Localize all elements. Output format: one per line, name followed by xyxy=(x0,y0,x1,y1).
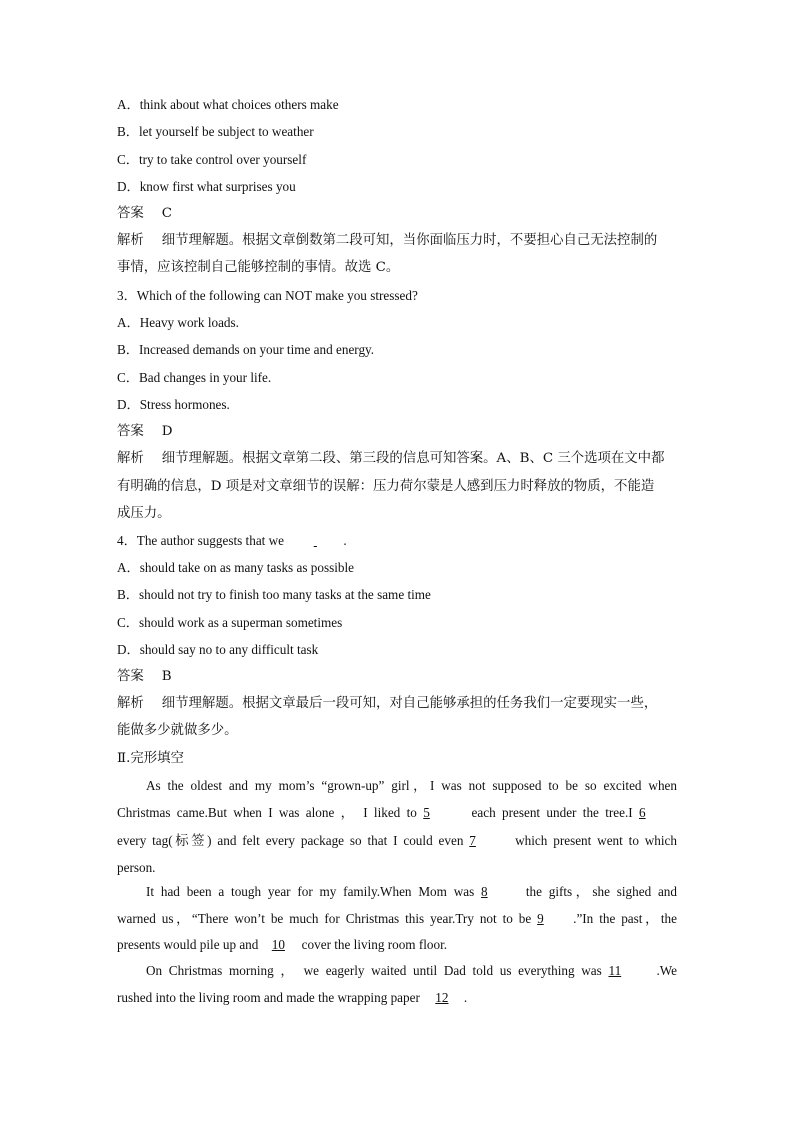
q2-analysis-line-1: 解析 细节理解题。根据文章倒数第二段可知，当你面临压力时，不要担心自己无法控制的 xyxy=(117,233,658,248)
q4-answer-line xyxy=(117,668,677,686)
q2-option-b: B．let yourself be subject to weather xyxy=(117,124,314,139)
answer-label: 答案 xyxy=(117,424,144,439)
cloze-p3-line-2: rushed into the living room and made the wrapping paper 12 . xyxy=(117,990,468,1005)
blank-11: 11 xyxy=(608,963,622,978)
blank-8: 8 xyxy=(481,884,488,899)
answer-label: 答案 xyxy=(117,206,144,221)
answer-label: 答案 xyxy=(117,669,144,684)
cloze-p2-line-1: It had been a tough year for my family.When Mom was 8 the gifts，she sighed and xyxy=(146,884,677,899)
analysis-label: 解析 xyxy=(117,696,144,711)
cloze-p2-line-2: warned us，“There won’t be much for Christmas this year.Try not to be 9 .”In the past，the xyxy=(117,911,677,926)
q4-option-d: D．should say no to any difficult task xyxy=(117,642,319,657)
q2-option-c: C．try to take control over yourself xyxy=(117,152,307,167)
q3-option-c: C．Bad changes in your life. xyxy=(117,370,272,385)
q4-option-c: C．should work as a superman sometimes xyxy=(117,615,343,630)
q4-option-b: B．should not try to finish too many tasks at the same time xyxy=(117,587,431,602)
section-heading: Ⅱ.完形填空 xyxy=(117,751,184,766)
blank-6: 6 xyxy=(639,805,646,820)
q2-option-a: A．think about what choices others make xyxy=(117,97,339,112)
analysis-label: 解析 xyxy=(117,451,144,466)
cloze-p1-line-1: As the oldest and my mom’s “grown-up” girl，I was not supposed to be so excited when xyxy=(146,778,677,793)
cloze-p3-line-1: On Christmas morning ， we eagerly waited until Dad told us everything was 11 .We xyxy=(146,963,677,978)
q2-analysis-line-2: 事情，应该控制自己能够控制的事情。故选 C。 xyxy=(117,260,400,275)
q4-analysis-line-1: 解析 细节理解题。根据文章最后一段可知，对自己能够承担的任务我们一定要现实一些， xyxy=(117,696,658,711)
blank-10: 10 xyxy=(271,937,285,952)
answer-blank xyxy=(287,532,343,550)
q4-question: 4．The author suggests that we . xyxy=(117,533,347,548)
q3-analysis-line-1: 解析 细节理解题。根据文章第二段、第三段的信息可知答案。A、B、C 三个选项在文中都 xyxy=(117,451,665,466)
blank-9: 9 xyxy=(537,911,544,926)
answer-value: B xyxy=(161,669,172,684)
cloze-p2-line-3: presents would pile up and 10 cover the living room floor. xyxy=(117,937,448,952)
q3-option-b: B．Increased demands on your time and energy. xyxy=(117,342,375,357)
analysis-label: 解析 xyxy=(117,233,144,248)
blank-12: 12 xyxy=(435,990,449,1005)
q3-analysis-line-3: 成压力。 xyxy=(117,506,171,521)
cloze-p1-line-2: Christmas came.But when I was alone ， I liked to 5 each present under the tree.I 6 xyxy=(117,804,677,822)
q4-analysis-line-2: 能做多少就做多少。 xyxy=(117,723,238,738)
q3-option-a: A．Heavy work loads. xyxy=(117,315,239,330)
blank-7: 7 xyxy=(469,833,476,848)
q3-analysis-line-2: 有明确的信息，D 项是对文章细节的误解：压力荷尔蒙是人感到压力时释放的物质，不能造 xyxy=(117,479,655,494)
q3-answer-line xyxy=(117,423,677,441)
cloze-p1-line-4: person. xyxy=(117,860,156,875)
answer-value: D xyxy=(161,424,173,439)
blank-5: 5 xyxy=(423,805,430,820)
q2-answer-line xyxy=(117,205,677,223)
answer-value: C xyxy=(161,206,173,221)
q4-option-a: A．should take on as many tasks as possible xyxy=(117,560,354,575)
q2-option-d: D．know first what surprises you xyxy=(117,179,296,194)
cloze-p1-line-3: every tag(标签) and felt every package so that I could even 7 which present went to which xyxy=(117,833,677,849)
q3-option-d: D．Stress hormones. xyxy=(117,397,230,412)
q3-question: 3．Which of the following can NOT make you stressed? xyxy=(117,288,418,303)
